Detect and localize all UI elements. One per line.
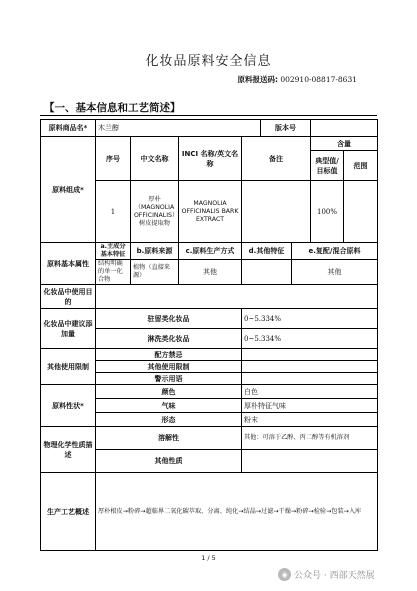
attr-b-label: b.原料来源: [131, 243, 179, 260]
row-typical: 100%: [311, 181, 344, 243]
odor-value: 厚朴特征气味: [242, 399, 378, 413]
col-content: 含量: [311, 137, 378, 151]
attr-a-label: a.主成分基本特征: [96, 243, 131, 260]
attr-b-value: 植物（直接来源）: [131, 260, 179, 285]
color-value: 白色: [242, 385, 378, 399]
attr-label: 原料基本属性: [41, 243, 96, 285]
warning-label: 警示用语: [96, 373, 242, 385]
material-info-table: [40, 119, 378, 551]
page-number: 1 / 5: [201, 554, 216, 562]
attr-c-label: c.原料生产方式: [179, 243, 242, 260]
purpose-value: [96, 285, 378, 309]
process-value: 厚朴根皮→粉碎→超临界二氧化碳萃取、分离、纯化→结晶→过滤→干燥→粉碎→检验→包装→入库: [96, 473, 378, 551]
col-inci: INCI 名称/英文名称: [179, 137, 242, 181]
section-divider: [40, 115, 377, 116]
row-inci: MAGNOLIA OFFICINALIS BARK EXTRACT: [179, 181, 242, 243]
attr-e-label: e.复配/混合原料: [292, 243, 378, 260]
odor-label: 气味: [96, 399, 242, 413]
warning-value: [242, 373, 378, 385]
solubility-value: 其他：可溶于乙醇、丙二醇等有机溶剂: [242, 427, 378, 450]
wechat-icon: ◉: [278, 568, 291, 581]
col-range: 范围: [344, 151, 378, 181]
other-properties-label: 其他性质: [96, 450, 242, 473]
other-limit-label: 其他使用限制: [96, 361, 242, 373]
col-seq: 序号: [96, 137, 131, 181]
col-remark: 备注: [242, 137, 311, 181]
leave-on-value: 0~5.334%: [242, 309, 378, 329]
row-cn-name: 厚朴（MAGNOLIA OFFICINALIS）树皮提取物: [131, 181, 179, 243]
attr-d-label: d.其他特征: [242, 243, 292, 260]
section-title: 【一、基本信息和工艺简述】: [44, 102, 181, 114]
version-label: 版本号: [261, 120, 311, 137]
concentration-label: 化妆品中建议添加量: [41, 309, 96, 349]
name-value: 木兰醇: [96, 120, 261, 137]
row-range: [344, 181, 378, 243]
form-value: 粉末: [242, 413, 378, 427]
attr-c-value: 其他: [179, 260, 242, 285]
leave-on-label: 驻留类化妆品: [96, 309, 242, 329]
col-typical: 典型值/目标值: [311, 151, 344, 181]
color-label: 颜色: [96, 385, 242, 399]
attr-d-value: [242, 260, 292, 285]
report-code-label: 原料报送码:: [237, 75, 278, 84]
other-limit-value: [242, 361, 378, 373]
physchem-label: 物理化学性质描述: [41, 427, 96, 473]
report-code-line: [237, 74, 357, 85]
composition-label: 原料组成*: [41, 137, 96, 243]
rinse-off-label: 淋洗类化妆品: [96, 329, 242, 349]
purpose-label: 化妆品中使用目的: [41, 285, 96, 309]
properties-label: 原料性状*: [41, 385, 96, 427]
formula-taboo-label: 配方禁忌: [96, 349, 242, 361]
name-label: 原料商品名*: [41, 120, 96, 137]
other-properties-value: [242, 450, 378, 473]
solubility-label: 溶解性: [96, 427, 242, 450]
rinse-off-value: 0~5.334%: [242, 329, 378, 349]
document-title: 化妆品原料安全信息: [145, 54, 272, 69]
form-label: 形态: [96, 413, 242, 427]
other-limit-section-label: 其他使用限制: [41, 349, 96, 385]
report-code-value: 002910-08817-8631: [280, 75, 357, 84]
row-remark: [242, 181, 311, 243]
attr-e-value: 其他: [292, 260, 378, 285]
watermark-text: 公众号 · 西部天然展: [294, 571, 375, 581]
formula-taboo-value: [242, 349, 378, 361]
attr-a-value: 结构明确的单一化合物: [96, 260, 131, 285]
version-value: [311, 120, 378, 137]
process-label: 生产工艺概述: [41, 473, 96, 551]
col-cn-name: 中文名称: [131, 137, 179, 181]
watermark: [278, 568, 375, 581]
row-seq: 1: [96, 181, 131, 243]
